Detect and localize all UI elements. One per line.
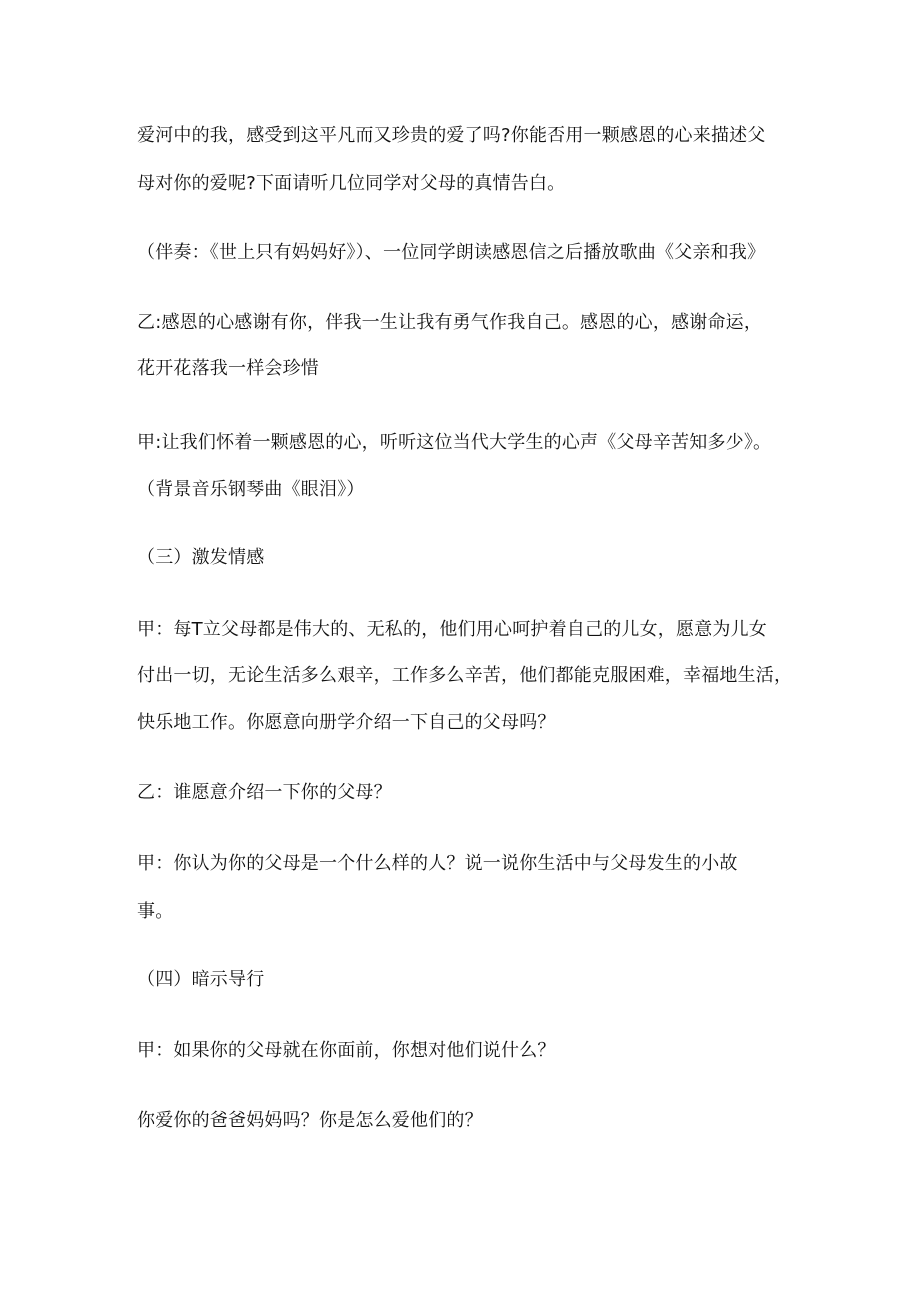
section-heading: （四）暗示导行 [137,969,265,990]
text-line: 甲：每T立父母都是伟大的、无私的，他们用心呵护着自己的儿女，愿意为儿女 [137,619,767,640]
section-heading: （三）激发情感 [137,547,265,568]
text-line: 甲:让我们怀着一颗感恩的心，听听这位当代大学生的心声《父母辛苦知多少》。 [137,432,772,453]
text-line: 甲：你认为你的父母是一个什么样的人？说一说你生活中与父母发生的小故 [137,853,738,874]
text-line: 你爱你的爸爸妈妈吗？你是怎么爱他们的？ [137,1110,483,1131]
text-line: 爱河中的我，感受到这平凡而又珍贵的爱了吗?你能否用一颗感恩的心来描述父 [137,125,766,146]
text-line: 乙:感恩的心感谢有你，伴我一生让我有勇气作我自己。感恩的心，感谢命运， [137,312,763,333]
text-line: 母对你的爱呢?下面请听几位同学对父母的真情告白。 [137,173,566,194]
text-line: 花开花落我一样会珍惜 [137,358,319,379]
text-line: 甲：如果你的父母就在你面前，你想对他们说什么？ [137,1040,556,1061]
text-line: 乙：谁愿意介绍一下你的父母？ [137,782,392,803]
text-line: 付出一切，无论生活多么艰辛，工作多么辛苦，他们都能克服困难，幸福地生活， [137,665,793,686]
text-line: （伴奏：《世上只有妈妈好》）、一位同学朗读感恩信之后播放歌曲《父亲和我》 [137,242,766,263]
text-line: （背景音乐钢琴曲《眼泪》） [137,479,365,500]
text-line: 快乐地工作。你愿意向册学介绍一下自己的父母吗？ [137,712,556,733]
text-line: 事。 [137,901,174,922]
